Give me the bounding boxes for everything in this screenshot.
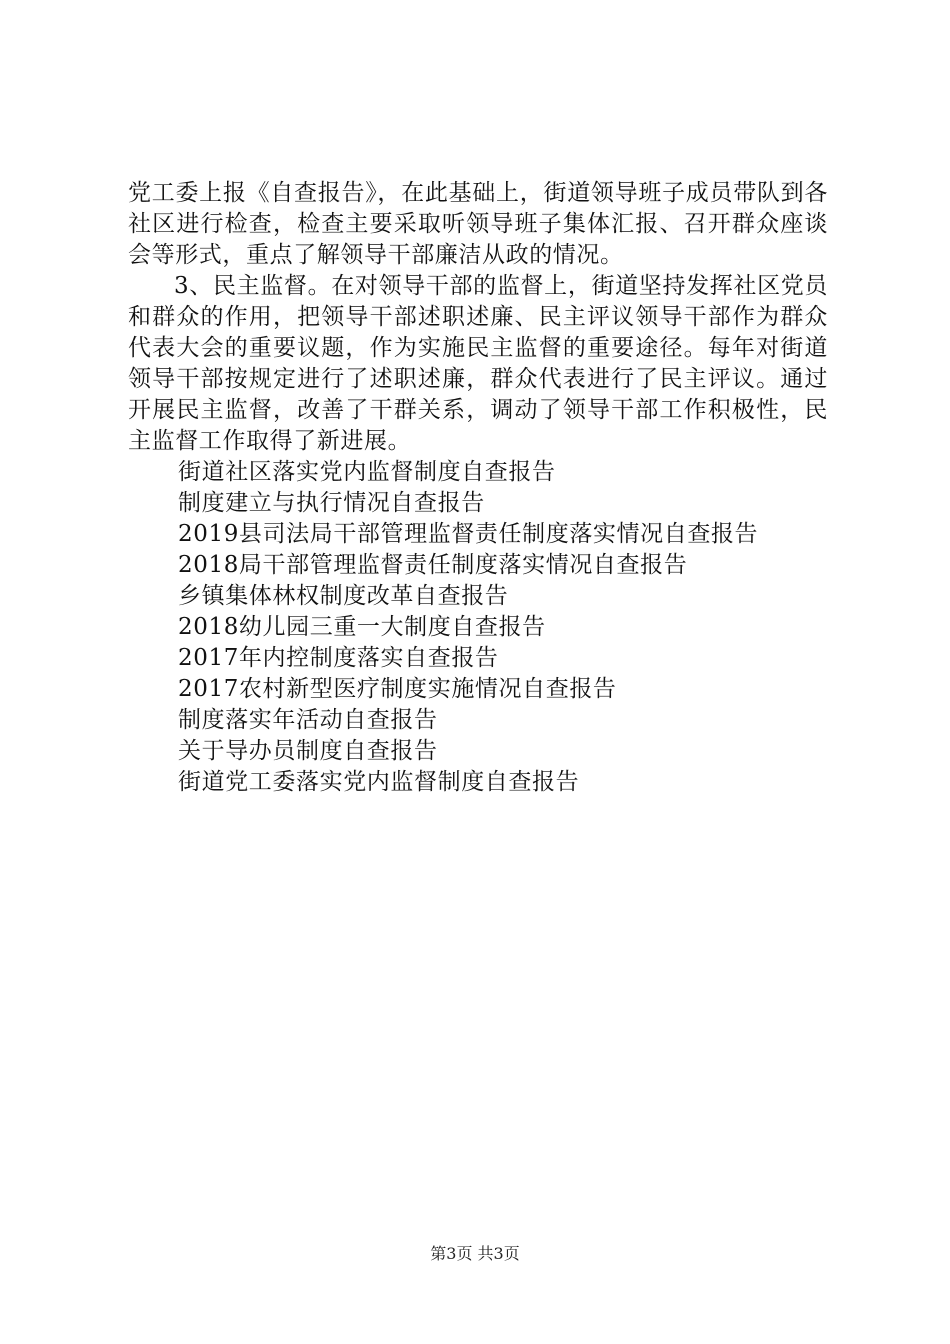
list-item: 制度落实年活动自查报告	[178, 707, 438, 733]
list-item: 2019县司法局干部管理监督责任制度落实情况自查报告	[178, 521, 759, 547]
list-item: 街道社区落实党内监督制度自查报告	[178, 459, 556, 485]
list-item: 街道党工委落实党内监督制度自查报告	[178, 769, 580, 795]
paragraph-inspection: 党工委上报《自查报告》，在此基础上，街道领导班子成员带队到各社区进行检查，检查主要采取听领导班子集体汇报、召开群众座谈会等形式，重点了解领导干部廉洁从政的情况。	[128, 180, 828, 268]
related-titles-list	[128, 457, 828, 798]
page-number-footer: 第3页 共3页	[430, 1244, 520, 1263]
list-item: 2018幼儿园三重一大制度自查报告	[178, 614, 546, 640]
document-body	[128, 178, 828, 798]
list-item: 关于导办员制度自查报告	[178, 738, 438, 764]
list-item: 制度建立与执行情况自查报告	[178, 490, 485, 516]
list-item: 2017农村新型医疗制度实施情况自查报告	[178, 676, 617, 702]
paragraph-democratic-supervision: 3、民主监督。在对领导干部的监督上，街道坚持发挥社区党员和群众的作用，把领导干部述职述廉、民主评议领导干部作为群众代表大会的重要议题，作为实施民主监督的重要途径。每年对街道领导干部按规定进行了述职述廉，群众代表进行了民主评议。通过开展民主监督，改善了干群关系，调动了领导干部工作积极性，民主监督工作取得了新进展。	[128, 273, 828, 454]
list-item: 乡镇集体林权制度改革自查报告	[178, 583, 509, 609]
list-item: 2017年内控制度落实自查报告	[178, 645, 499, 671]
list-item: 2018局干部管理监督责任制度落实情况自查报告	[178, 552, 688, 578]
